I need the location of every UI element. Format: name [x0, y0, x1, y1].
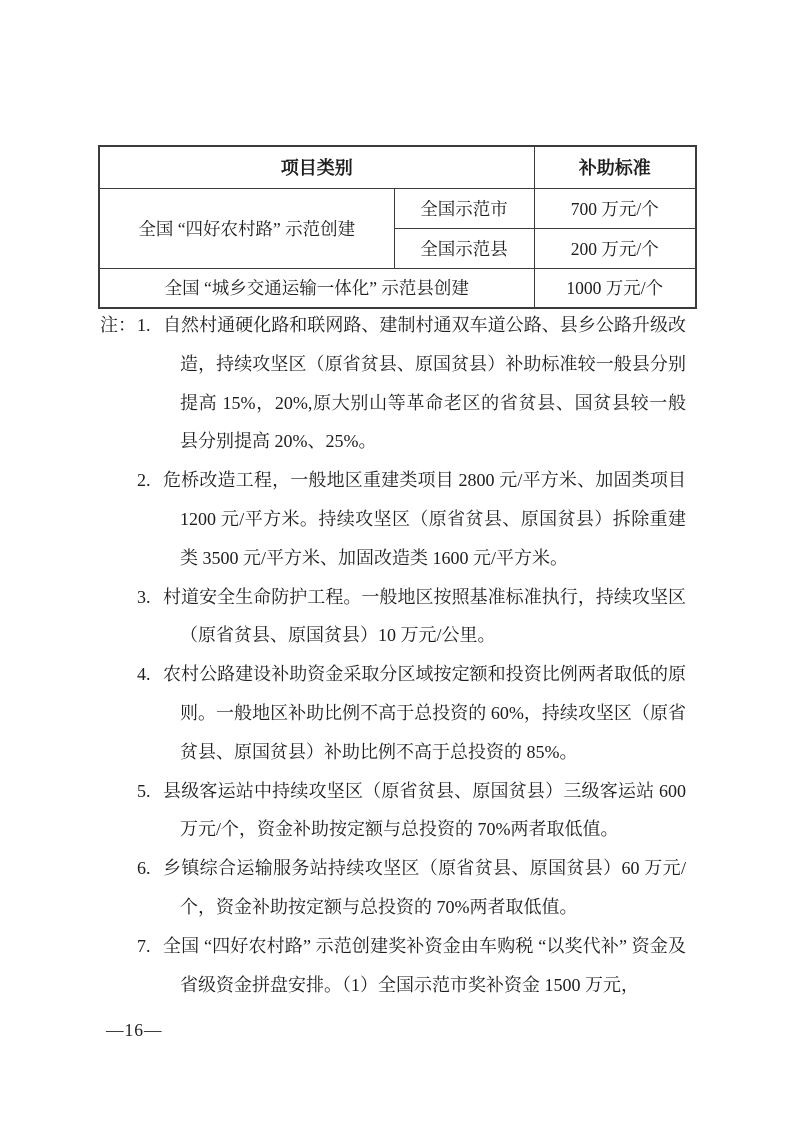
note-item-7 [137, 927, 686, 1005]
note-text: 自然村通硬化路和联网路、建制村通双车道公路、县乡公路升级改造，持续攻坚区（原省贫县、原国贫县）补助标准较一般县分别提高 15%，20%,原大别山等革命老区的省贫县、国贫县较一般县分别提高 20%、25%。 [163, 315, 686, 452]
note-item-5 [137, 772, 686, 850]
note-text: 乡镇综合运输服务站持续攻坚区（原省贫县、原国贫县）60 万元/个，资金补助按定额与总投资的 70%两者取低值。 [163, 858, 686, 917]
note-number: 1. [137, 315, 151, 335]
note-item-1 [137, 306, 686, 461]
table-cell-integration-category: 全国 “城乡交通运输一体化” 示范县创建 [99, 268, 534, 308]
note-number: 7. [137, 935, 151, 956]
note-text: 村道安全生命防护工程。一般地区按照基准标准执行，持续攻坚区（原省贫县、原国贫县）10 万元/公里。 [163, 586, 686, 646]
note-number: 6. [137, 858, 151, 879]
note-text: 农村公路建设补助资金采取分区域按定额和投资比例两者取低的原则。一般地区补助比例不高于总投资的 60%，持续攻坚区（原省贫县、原国贫县）补助比例不高于总投资的 85%。 [163, 664, 686, 762]
table-header-row [99, 146, 696, 188]
note-number: 4. [137, 664, 151, 685]
table-row [99, 268, 696, 308]
note-text: 县级客运站中持续攻坚区（原省贫县、原国贫县）三级客运站 600 万元/个，资金补助按定额与总投资的 70%两者取低值。 [163, 780, 686, 840]
table-cell-demo-road-category: 全国 “四好农村路” 示范创建 [99, 188, 394, 268]
subsidy-standard-table [98, 145, 697, 309]
table-header-standard: 补助标准 [534, 146, 696, 188]
note-item-3 [137, 578, 686, 656]
table-row [99, 188, 696, 228]
table-cell-demo-county: 全国示范县 [394, 228, 534, 268]
note-text: 全国 “四好农村路” 示范创建奖补资金由车购税 “以奖代补” 资金及省级资金拼盘安排。（1）全国示范市奖补资金 1500 万元， [163, 935, 686, 995]
notes-section [100, 306, 686, 1004]
note-item-6 [137, 849, 686, 927]
note-number: 5. [137, 780, 151, 801]
table-cell-demo-city-standard: 700 万元/个 [534, 188, 696, 228]
note-number: 2. [137, 470, 151, 491]
table-cell-demo-city: 全国示范市 [394, 188, 534, 228]
table-cell-demo-county-standard: 200 万元/个 [534, 228, 696, 268]
table-header-category: 项目类别 [99, 146, 534, 188]
note-item-4 [137, 655, 686, 771]
note-item-2 [137, 461, 686, 577]
table-cell-integration-standard: 1000 万元/个 [534, 268, 696, 308]
page-number: —16— [106, 1020, 163, 1040]
notes-label: 注： [100, 315, 136, 335]
note-text: 危桥改造工程，一般地区重建类项目 2800 元/平方米、加固类项目 1200 元/平方米。持续攻坚区（原省贫县、原国贫县）拆除重建类 3500 元/平方米、加固改造类 1600 元/平方米。 [163, 470, 686, 568]
note-number: 3. [137, 586, 151, 607]
